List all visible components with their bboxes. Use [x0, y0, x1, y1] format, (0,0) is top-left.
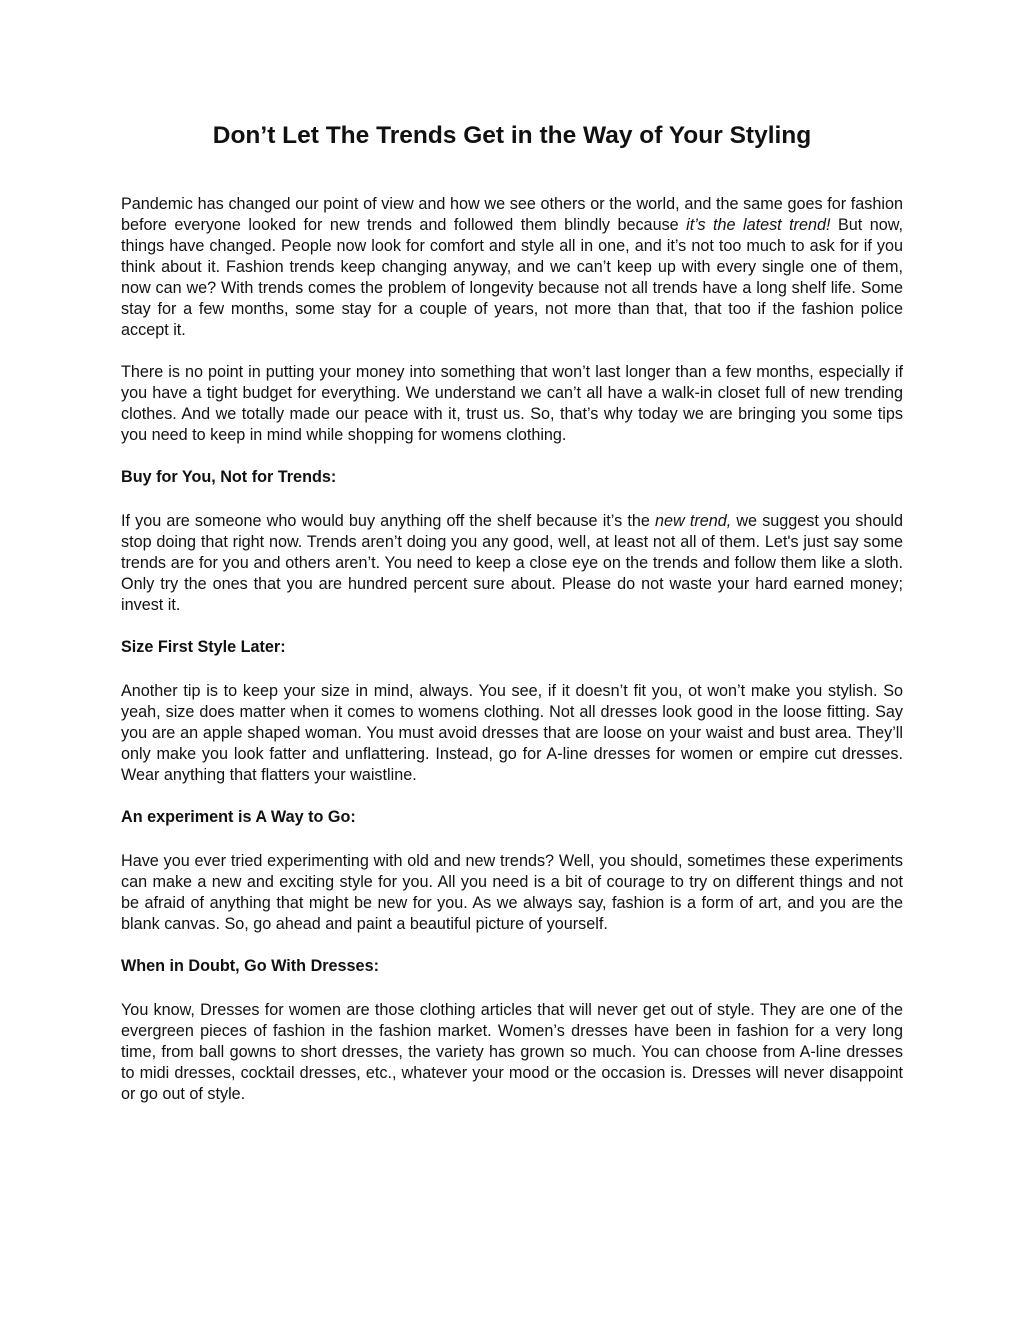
- intro-p1-text-before: Pandemic has changed our point of view and how we see others or the world, and the same goes for fashion before everyone looked for new trends and followed them blindly because: [121, 195, 903, 234]
- section-body-dresses: You know, Dresses for women are those clothing articles that will never get out of style. They are one of the evergreen pieces of fashion in the fashion market. Women’s dresses have been in fashion for a very long time, from ball gowns to short dresses, the variety has grown so much. You can choose from A-line dresses to midi dresses, cocktail dresses, etc., whatever your mood or the occasion is. Dresses will never disappoint or go out of style.: [121, 1001, 903, 1103]
- section-body-buy-for-you: [121, 511, 903, 616]
- document-page: [121, 118, 903, 1126]
- document-title: Don’t Let The Trends Get in the Way of Your Styling: [212, 122, 812, 149]
- section-heading-dresses: When in Doubt, Go With Dresses:: [121, 957, 379, 975]
- section-body-experiment: Have you ever tried experimenting with old and new trends? Well, you should, sometimes these experiments can make a new and exciting style for you. All you need is a bit of courage to try on different things and not be afraid of anything that might be new for you. As we always say, fashion is a form of art, and you are the blank canvas. So, go ahead and paint a beautiful picture of yourself.: [121, 852, 903, 933]
- intro-paragraph-2: There is no point in putting your money into something that won’t last longer than a few months, especially if you have a tight budget for everything. We understand we can’t all have a walk-in closet full of new trending clothes. And we totally made our peace with it, trust us. So, that’s why today we are bringing you some tips you need to keep in mind while shopping for womens clothing.: [121, 363, 903, 444]
- s1-italic: new trend,: [654, 512, 732, 530]
- section-heading-size-first: Size First Style Later:: [121, 638, 286, 656]
- section-heading-buy-for-you: Buy for You, Not for Trends:: [121, 468, 337, 486]
- intro-paragraph-1: [121, 194, 903, 341]
- s1-text-before: If you are someone who would buy anything off the shelf because it’s the: [121, 512, 655, 530]
- intro-p1-text-after: But now, things have changed. People now look for comfort and style all in one, and it’s not too much to ask for if you think about it. Fashion trends keep changing anyway, and we can’t keep up with every single one of them, now can we? With trends comes the problem of longevity because not all trends have a long shelf life. Some stay for a few months, some stay for a couple of years, not more than that, that too if the fashion police accept it.: [121, 216, 903, 339]
- section-heading-experiment: An experiment is A Way to Go:: [121, 808, 356, 826]
- section-body-size-first: Another tip is to keep your size in mind, always. You see, if it doesn’t fit you, ot won’t make you stylish. So yeah, size does matter when it comes to womens clothing. Not all dresses look good in the loose fitting. Say you are an apple shaped woman. You must avoid dresses that are loose on your waist and bust area. They’ll only make you look fatter and unflattering. Instead, go for A-line dresses for women or empire cut dresses. Wear anything that flatters your waistline.: [121, 682, 903, 784]
- s1-text-after: we suggest you should stop doing that right now. Trends aren’t doing you any good, well, at least not all of them. Let's just say some trends are for you and others aren’t. You need to keep a close eye on the trends and follow them like a sloth. Only try the ones that you are hundred percent sure about. Please do not waste your hard earned money; invest it.: [121, 512, 903, 614]
- intro-p1-italic: it’s the latest trend!: [686, 216, 831, 234]
